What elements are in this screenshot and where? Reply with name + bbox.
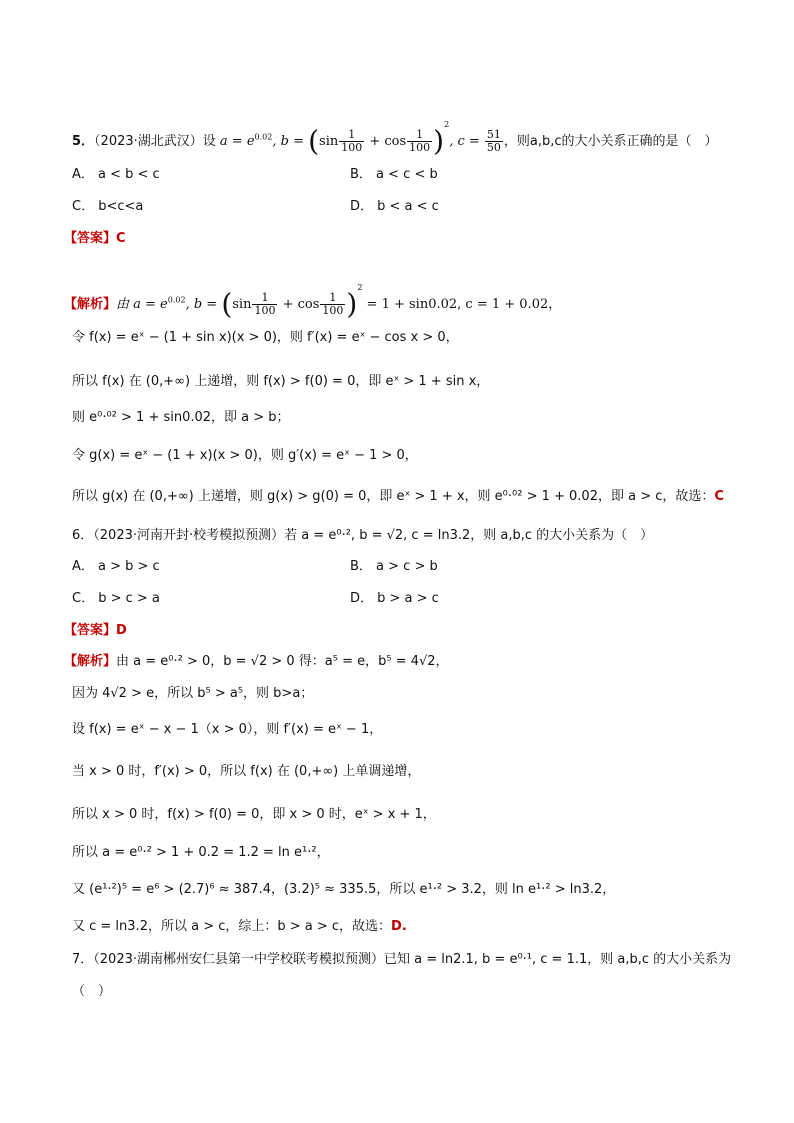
q5-option-b: B． a < c < b — [350, 167, 438, 182]
q6-analysis-line4: 当 x > 0 时，f′(x) > 0，所以 f(x) 在 (0,+∞) 上单调递增， — [72, 764, 421, 779]
q5-analysis-line4: 则 e⁰·⁰² > 1 + sin0.02，即 a > b； — [72, 410, 290, 425]
q7-stem-paren: （ ） — [72, 984, 112, 999]
q6-option-c: C． b > c > a — [72, 591, 160, 606]
q5-analysis-line5: 令 g(x) = eˣ − (1 + x)(x > 0)，则 g′(x) = eˣ − 1 > 0， — [72, 448, 418, 463]
q6-answer: 【答案】D — [64, 623, 127, 638]
q6-options-row1 — [72, 557, 754, 577]
q6-analysis-line5: 所以 x > 0 时，f(x) > f(0) = 0，即 x > 0 时，eˣ > x + 1， — [72, 807, 436, 822]
q6-analysis-line2: 因为 4√2 > e，所以 b⁵ > a⁵，则 b>a； — [72, 686, 314, 701]
q5-option-d: D． b < a < c — [350, 199, 439, 214]
q6-option-a: A． a > b > c — [72, 559, 160, 574]
q5-analysis-line2: 令 f(x) = eˣ − (1 + sin x)(x > 0)，则 f′(x) = eˣ − cos x > 0， — [72, 330, 459, 345]
q6-stem: 6．（2023·河南开封·校考模拟预测）若 a = e⁰·², b = √2, c = ln3.2，则 a,b,c 的大小关系为（ ） — [72, 528, 654, 543]
q6-option-d: D． b > a > c — [350, 591, 439, 606]
q6-analysis-line3: 设 f(x) = eˣ − x − 1（x > 0），则 f′(x) = eˣ − 1， — [72, 722, 383, 737]
q5-option-a: A． a < b < c — [72, 167, 160, 182]
q5-analysis-line6: 所以 g(x) 在 (0,+∞) 上递增，则 g(x) > g(0) = 0，即 eˣ > 1 + x，则 e⁰·⁰² > 1 + 0.02，即 a > c，故选：C — [72, 489, 724, 504]
q6-analysis-line6: 所以 a = e⁰·² > 1 + 0.2 = 1.2 = ln e¹·²， — [72, 845, 330, 860]
q6-analysis-line1: 【解析】由 a = e⁰·² > 0，b = √2 > 0 得：a⁵ = e，b⁵ = 4√2， — [64, 654, 449, 669]
q5-analysis-line1: 【解析】由 $a = e^{0.02}$, b = (sin $\frac{1}{100}$ + cos $\frac{1}{100}$ )$^2$ = 1 + sin0.02, c = 1 + 0.02， — [64, 283, 562, 321]
q5-options-row2 — [72, 197, 754, 217]
q5-analysis-line3: 所以 f(x) 在 (0,+∞) 上递增，则 f(x) > f(0) = 0，即 eˣ > 1 + sin x， — [72, 374, 490, 389]
q5-option-c: C． b<c<a — [72, 199, 144, 214]
q6-options-row2 — [72, 589, 754, 609]
q5-answer: 【答案】C — [64, 231, 126, 246]
q6-analysis-line7: 又 (e¹·²)⁵ = e⁶ > (2.7)⁶ ≈ 387.4，(3.2)⁵ ≈ 335.5，所以 e¹·² > 3.2，则 ln e¹·² > ln3.2， — [72, 882, 616, 897]
q6-option-b: B． a > c > b — [350, 559, 438, 574]
q5-stem: 5．（2023·湖北武汉）设 $a = e^{0.02}$, b = (sin $\frac{1}{100}$ + cos $\frac{1}{100}$ )$^2$, c = $\frac{51}{50}$ ，则a,b,c的大小关系正确的是（ ） — [72, 120, 718, 158]
q5-options-row1 — [72, 165, 754, 185]
q6-analysis-line8: 又 c = ln3.2，所以 a > c，综上：b > a > c，故选：D. — [72, 919, 407, 934]
q7-stem: 7．（2023·湖南郴州安仁县第一中学校联考模拟预测）已知 a = ln2.1, b = e⁰·¹, c = 1.1，则 a,b,c 的大小关系为 — [72, 952, 732, 967]
